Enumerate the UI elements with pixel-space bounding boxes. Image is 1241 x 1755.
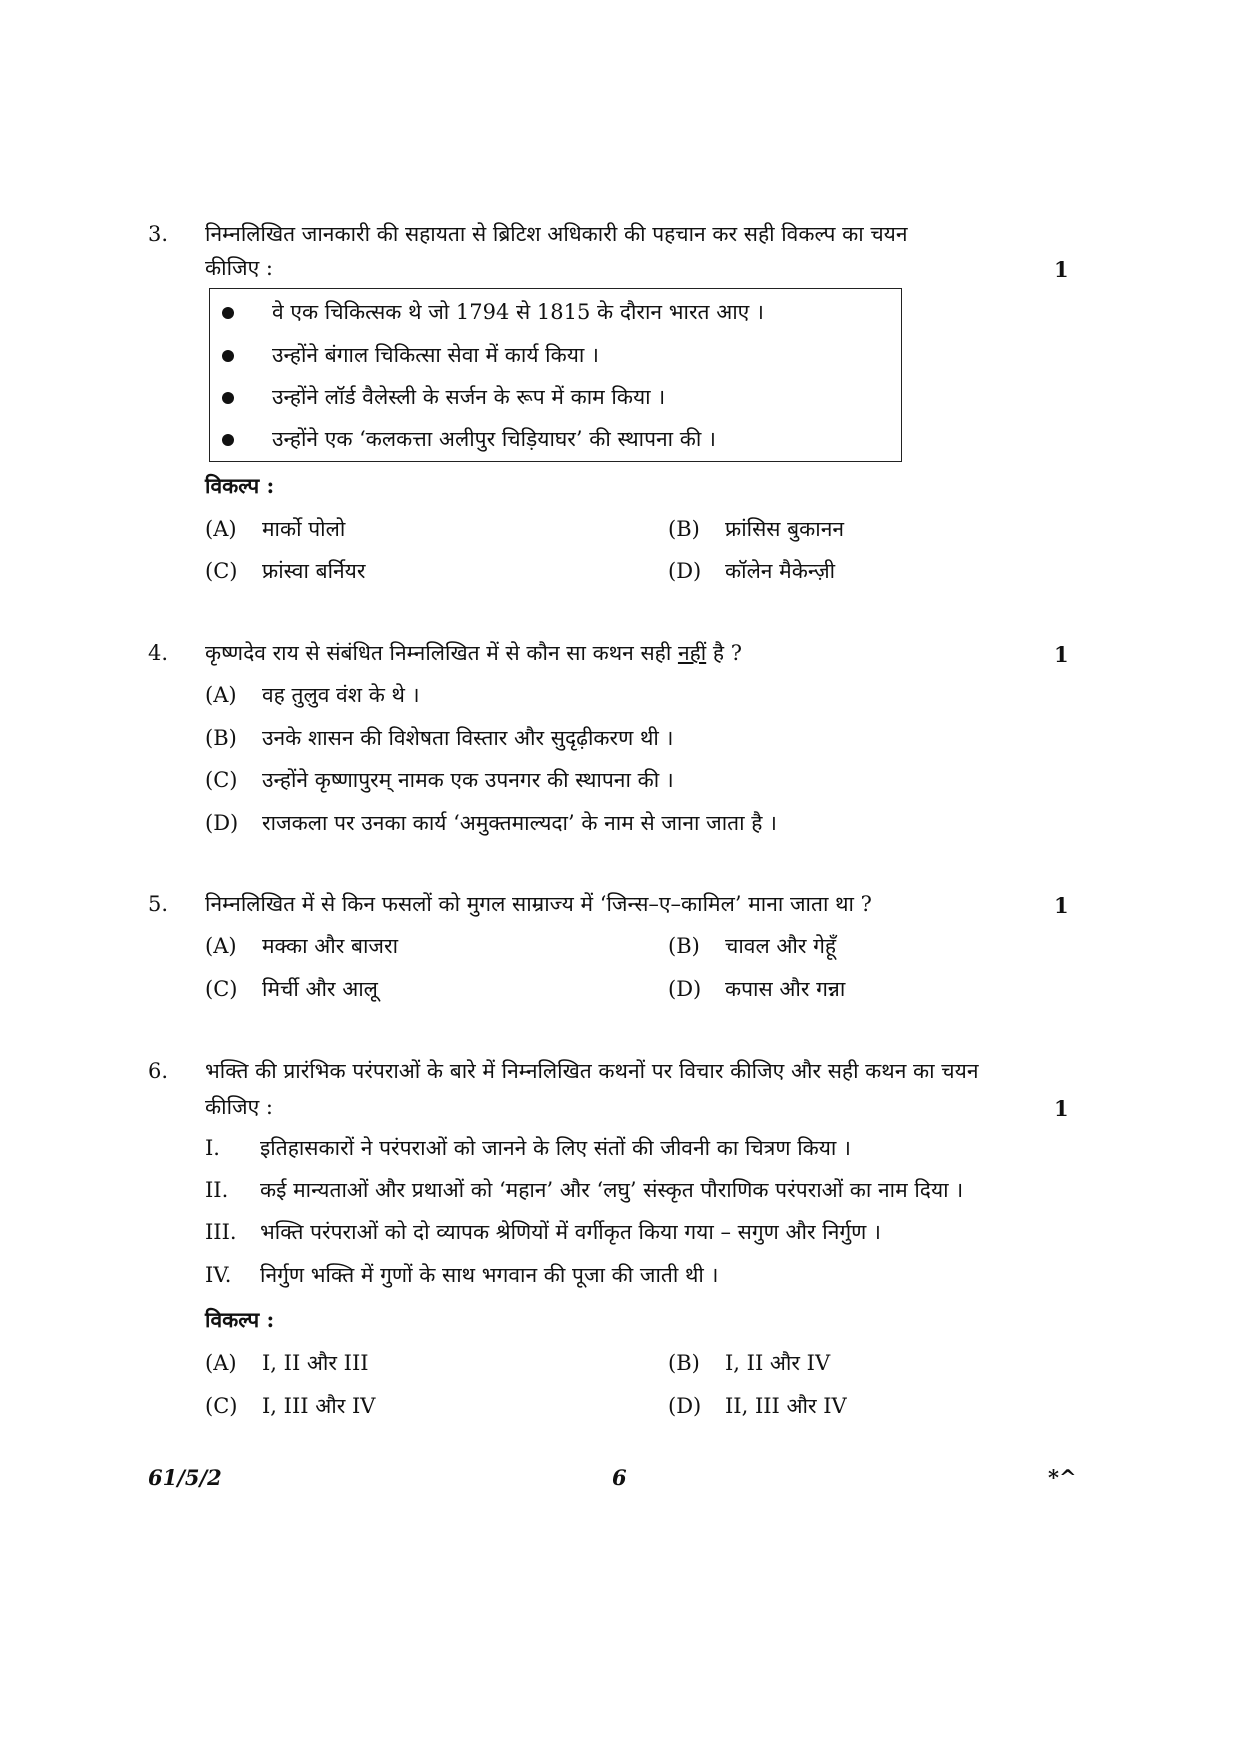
- option-text: कॉलेन मैकेन्ज़ी: [725, 559, 836, 583]
- q5-option-d: [668, 975, 845, 1003]
- q6-statement-4: [205, 1261, 719, 1289]
- q5-text: निम्नलिखित में से किन फसलों को मुगल साम्राज्य में ‘जिन्स–ए–कामिल’ माना जाता था ?: [205, 892, 872, 916]
- q4-number: 4.: [148, 641, 169, 665]
- q6-marks: 1: [1054, 1096, 1069, 1121]
- option-text: मिर्ची और आलू: [262, 977, 378, 1001]
- option-label: (D): [668, 977, 702, 1001]
- q3-box-item-3: उन्होंने लॉर्ड वैलेस्ली के सर्जन के रूप में काम किया ।: [272, 385, 666, 409]
- q3-box-item-2: उन्होंने बंगाल चिकित्सा सेवा में कार्य किया ।: [272, 343, 599, 367]
- q6-statement-3: [205, 1218, 881, 1246]
- q6-statement-1: [205, 1134, 851, 1162]
- option-label: (C): [205, 977, 238, 1001]
- option-text: उन्होंने कृष्णापुरम् नामक एक उपनगर की स्थापना की ।: [262, 768, 674, 792]
- q3-option-c: [205, 557, 365, 585]
- q3-option-d: [668, 557, 835, 585]
- option-label: (D): [668, 559, 702, 583]
- option-label: (B): [205, 726, 237, 750]
- option-text: I, II और III: [262, 1351, 369, 1375]
- q4-text-underlined: नहीं: [677, 641, 707, 665]
- statement-label: II.: [205, 1178, 229, 1202]
- option-text: II, III और IV: [725, 1394, 847, 1418]
- q6-options-heading: विकल्प :: [205, 1307, 275, 1332]
- bullet-icon: [222, 434, 234, 446]
- option-text: मक्का और बाजरा: [262, 934, 399, 958]
- statement-text: निर्गुण भक्ति में गुणों के साथ भगवान की पूजा की जाती थी ।: [260, 1263, 719, 1287]
- option-label: (C): [205, 1394, 238, 1418]
- q4-option-c: [205, 766, 674, 794]
- option-label: (C): [205, 768, 238, 792]
- q5-marks: 1: [1054, 893, 1069, 918]
- bullet-icon: [222, 350, 234, 362]
- q6-text-line2: कीजिए :: [205, 1095, 273, 1119]
- q6-text-line1: भक्ति की प्रारंभिक परंपराओं के बारे में निम्नलिखित कथनों पर विचार कीजिए और सही कथन का चयन: [205, 1059, 979, 1083]
- option-text: कपास और गन्ना: [725, 977, 846, 1001]
- statement-text: भक्ति परंपराओं को दो व्यापक श्रेणियों में वर्गीकृत किया गया – सगुण और निर्गुण ।: [260, 1220, 881, 1244]
- q4-text-part: कृष्णदेव राय से संबंधित निम्नलिखित में से कौन सा कथन सही: [205, 641, 678, 665]
- q3-text-line1: निम्नलिखित जानकारी की सहायता से ब्रिटिश अधिकारी की पहचान कर सही विकल्प का चयन: [205, 222, 908, 246]
- statement-text: इतिहासकारों ने परंपराओं को जानने के लिए संतों की जीवनी का चित्रण किया ।: [260, 1136, 852, 1160]
- option-text: उनके शासन की विशेषता विस्तार और सुदृढ़ीकरण थी ।: [262, 726, 674, 750]
- option-text: मार्को पोलो: [262, 517, 346, 541]
- statement-label: IV.: [205, 1263, 232, 1287]
- q6-option-d: [668, 1392, 847, 1420]
- q6-number: 6.: [148, 1059, 169, 1083]
- option-label: (A): [205, 934, 237, 958]
- option-text: I, III और IV: [262, 1394, 376, 1418]
- q3-marks: 1: [1054, 257, 1069, 282]
- q5-number: 5.: [148, 892, 169, 916]
- option-text: फ्रांसिस बुकानन: [725, 517, 845, 541]
- q4-option-a: [205, 681, 420, 709]
- statement-label: I.: [205, 1136, 220, 1160]
- q4-text-part: है ?: [706, 641, 742, 665]
- q3-option-b: [668, 515, 844, 543]
- q3-number: 3.: [148, 222, 169, 246]
- q5-option-b: [668, 932, 836, 960]
- q5-option-c: [205, 975, 378, 1003]
- q5-option-a: [205, 932, 398, 960]
- statement-text: कई मान्यताओं और प्रथाओं को ‘महान’ और ‘लघु’ संस्कृत पौराणिक परंपराओं का नाम दिया ।: [260, 1178, 964, 1202]
- statement-label: III.: [205, 1220, 237, 1244]
- q3-options-heading: विकल्प :: [205, 473, 275, 498]
- q3-box-item-4: उन्होंने एक ‘कलकत्ता अलीपुर चिड़ियाघर’ की स्थापना की ।: [272, 427, 716, 451]
- q4-option-d: [205, 809, 777, 837]
- q6-option-c: [205, 1392, 375, 1420]
- page-number: 6: [612, 1465, 627, 1490]
- bullet-icon: [222, 392, 234, 404]
- q6-statement-2: [205, 1176, 963, 1204]
- option-label: (B): [668, 934, 700, 958]
- q3-option-a: [205, 515, 345, 543]
- bullet-icon: [222, 307, 234, 319]
- option-label: (A): [205, 517, 237, 541]
- q6-option-b: [668, 1349, 830, 1377]
- q4-marks: 1: [1054, 642, 1069, 667]
- option-text: चावल और गेहूँ: [725, 934, 837, 958]
- footer-symbol: *^: [1048, 1465, 1077, 1490]
- option-text: वह तुलुव वंश के थे ।: [262, 683, 420, 707]
- option-label: (B): [668, 1351, 700, 1375]
- option-label: (A): [205, 683, 237, 707]
- option-label: (A): [205, 1351, 237, 1375]
- q4-option-b: [205, 724, 673, 752]
- option-label: (B): [668, 517, 700, 541]
- option-text: I, II और IV: [725, 1351, 831, 1375]
- q3-box-item-1: वे एक चिकित्सक थे जो 1794 से 1815 के दौरान भारत आए ।: [272, 300, 764, 324]
- option-label: (D): [668, 1394, 702, 1418]
- option-text: राजकला पर उनका कार्य ‘अमुक्तमाल्यदा’ के नाम से जाना जाता है ।: [262, 811, 778, 835]
- option-label: (D): [205, 811, 239, 835]
- q3-text-line2: कीजिए :: [205, 256, 273, 280]
- q6-option-a: [205, 1349, 369, 1377]
- q4-text: [205, 639, 742, 667]
- option-text: फ्रांस्वा बर्नियर: [262, 559, 366, 583]
- option-label: (C): [205, 559, 238, 583]
- paper-code: 61/5/2: [148, 1465, 222, 1490]
